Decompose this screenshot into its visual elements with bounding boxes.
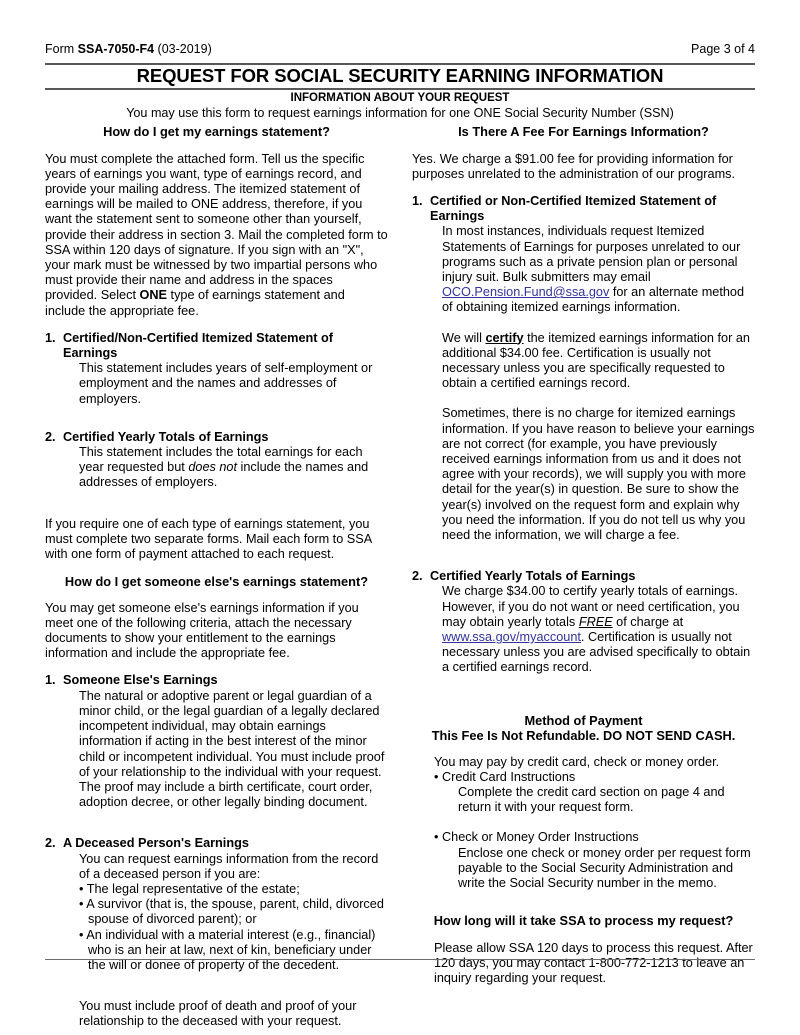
- left-para1-part-a: You must complete the attached form. Tell us the specific years of earnings you want, type of earnings record, and provide your mailing address. The itemized statement of earnings will be mailed to ONE address, therefore, if you want the statement sent to someone other than yourself, provide their address in section 3. Mail the completed form to SSA within 120 days of signature. If you sign with an "X", your mark must be witnessed by two impartial persons who must provide their name and address in the spaces provided. Select: [45, 151, 388, 303]
- left-item2-number: 2.: [45, 429, 56, 444]
- right-paragraph-fee: Yes. We charge a $91.00 fee for providing information for purposes unrelated to the administration of our programs.: [412, 151, 736, 181]
- page-number: Page 3 of 4: [691, 42, 755, 56]
- left-item4-bullet-1: The legal representative of the estate;: [86, 881, 300, 896]
- bullet-glyph-icon: •: [434, 769, 439, 784]
- left-heading-someone-else: How do I get someone else's earnings statement?: [64, 574, 369, 590]
- right-item2-body-c: . Certification is usually not necessary unless you are advised specifically to obtain a certified earnings record.: [442, 629, 751, 675]
- right-item1-certify-emphasis: certify: [485, 330, 524, 345]
- left-list-item-3: [45, 673, 388, 810]
- right-item2-body-a: We charge $34.00 to certify yearly totals of earnings. However, if you do not want or need certification, you may obtain yearly totals: [442, 584, 740, 629]
- left-list-item-4: [45, 836, 388, 973]
- form-number: SSA-7050-F4: [77, 42, 155, 56]
- payment-sub-check: Enclose one check or money order per request form payable to the Social Security Administration and write the Social Security number in the memo.: [458, 845, 751, 891]
- right-column: [412, 124, 755, 1030]
- list-item: [79, 897, 388, 927]
- left-paragraph-proof-of-death: You must include proof of death and proof of your relationship to the deceased with your request.: [79, 999, 357, 1029]
- left-para1-emphasis-one: ONE: [139, 288, 168, 303]
- payment-lead-text: You may pay by credit card, check or money order.: [434, 754, 720, 769]
- left-item1-title-text: Certified/Non-Certified Itemized Statement of Earnings: [63, 330, 333, 360]
- list-item: [79, 928, 388, 974]
- payment-sub-credit-card: Complete the credit card section on page 4 and return it with your request form.: [458, 785, 725, 815]
- right-item1-p2-b: the itemized earnings information for an additional $34.00 fee. Certification is usually not necessary unless you are specifically requested to obtain a certified earnings record.: [442, 330, 750, 391]
- left-item4-title: [45, 836, 388, 851]
- bullet-glyph-icon: •: [79, 927, 84, 942]
- left-item2-title: [45, 430, 388, 445]
- list-item: [79, 882, 388, 897]
- page-header: [45, 42, 755, 57]
- payment-heading-line1: Method of Payment: [524, 712, 643, 728]
- right-item1-body: [412, 224, 755, 315]
- left-item3-title: [45, 673, 388, 688]
- right-item2-body: [412, 584, 755, 675]
- payment-instructions: [412, 755, 755, 892]
- left-item3-number: 1.: [45, 673, 56, 688]
- left-item1-body: This statement includes years of self-employment or employment and the names and addresses of employers.: [79, 361, 373, 406]
- left-item2-body-italic: does not: [188, 460, 238, 475]
- form-prefix: Form: [45, 42, 78, 56]
- left-item2-body-b: include the names and addresses of employers.: [79, 460, 369, 490]
- right-item1-number: 1.: [412, 193, 423, 208]
- left-item2-title-text: Certified Yearly Totals of Earnings: [63, 429, 269, 444]
- right-item2-title-text: Certified Yearly Totals of Earnings: [430, 569, 636, 584]
- left-heading-earnings-statement: How do I get my earnings statement?: [103, 124, 330, 139]
- right-item2-body-b: of charge at: [612, 614, 684, 629]
- payment-bullet-credit-card: [434, 770, 755, 785]
- payment-bullet-check: [434, 830, 755, 845]
- bullet-glyph-icon: •: [79, 897, 84, 912]
- left-item4-number: 2.: [45, 836, 56, 851]
- payment-bullet-2-label: Check or Money Order Instructions: [441, 830, 639, 845]
- left-item4-bullet-2: A survivor (that is, the spouse, parent, child, divorced spouse of divorced parent); or: [86, 897, 384, 927]
- left-item1-number: 1.: [45, 330, 56, 345]
- right-item1-no-charge-paragraph: Sometimes, there is no charge for itemized earnings information. If you have reason to believe your earnings are not correct (for example, you have previously received earnings information from us and it does not agree with your records), we will supply you with more detail for the year(s) in question. Be sure to show the year(s) involved on the request form and explain why you need the information. If you do not tell us why you need the information, we will charge a fee.: [442, 406, 755, 542]
- left-list-item-1: [45, 331, 388, 407]
- two-column-body: [45, 124, 755, 1030]
- left-item2-body: [45, 445, 388, 491]
- right-item2-free-emphasis: FREE: [578, 614, 613, 629]
- left-paragraph-two-forms: If you require one of each type of earnings statement, you must complete two separate forms. Mail each form to SSA with one form of payment attached to each request.: [45, 516, 372, 561]
- right-heading-processing-time: How long will it take SSA to process my request?: [433, 913, 734, 929]
- page-title: REQUEST FOR SOCIAL SECURITY EARNING INFORMATION: [136, 65, 664, 86]
- right-list-item-1: [412, 194, 755, 543]
- right-list-item-2: [412, 569, 755, 675]
- left-item3-title-text: Someone Else's Earnings: [63, 673, 218, 688]
- right-paragraph-processing-time: Please allow SSA 120 days to process this request. After 120 days, you may contact 1-800-772-1213 to leave an inquiry regarding your request.: [434, 940, 753, 986]
- left-paragraph-criteria: You may get someone else's earnings information if you meet one of the following criteria, attach the necessary documents to show your entitlement to the earnings information and include the appropriate fee.: [45, 600, 359, 661]
- email-link-oco-pension-fund[interactable]: OCO.Pension.Fund@ssa.gov: [442, 285, 610, 300]
- right-item2-number: 2.: [412, 569, 423, 584]
- right-item2-title: [412, 569, 755, 584]
- form-revision: (03-2019): [154, 42, 212, 56]
- website-link-my-account[interactable]: www.ssa.gov/myaccount: [442, 629, 581, 644]
- footer-rule: [45, 959, 755, 960]
- right-item1-body-a: In most instances, individuals request Itemized Statements of Earnings for purposes unrelated to our programs such as a private pension plan or personal injury suit. Bulk submitters may email: [442, 224, 741, 284]
- left-list-item-2: [45, 430, 388, 491]
- bullet-glyph-icon: •: [434, 830, 439, 845]
- section-lead-text: You may use this form to request earnings information for one ONE Social Security Number (SSN): [126, 106, 674, 120]
- right-item1-title-text: Certified or Non-Certified Itemized Statement of Earnings: [430, 193, 717, 224]
- left-paragraph-how-to-get: [45, 152, 388, 319]
- left-item4-body: You can request earnings information from the record of a deceased person if you are:: [79, 851, 379, 881]
- right-item1-certify-paragraph: [412, 331, 755, 392]
- right-item1-body-b: for an alternate method of obtaining itemized earnings information.: [442, 285, 745, 315]
- left-item2-body-a: This statement includes the total earnings for each year requested but: [79, 444, 363, 475]
- form-identifier: [45, 42, 212, 57]
- left-column: [45, 124, 388, 1030]
- left-item4-title-text: A Deceased Person's Earnings: [63, 836, 249, 851]
- left-para1-part-b: type of earnings statement and include the appropriate fee.: [45, 288, 345, 318]
- left-item3-body: The natural or adoptive parent or legal guardian of a minor child, or the legal guardian of a legally declared incompetent individual, may obtain earnings information if acting in the best interest of the minor child or incompetent individual. You must include proof of your relationship to the individual with your request. The proof may include a birth certificate, court order, adoption decree, or other legally binding document.: [79, 688, 385, 810]
- payment-heading-line2: This Fee Is Not Refundable. DO NOT SEND CASH.: [431, 728, 736, 744]
- right-item1-title: [412, 194, 755, 224]
- left-item1-title: [45, 331, 388, 361]
- bullet-glyph-icon: •: [79, 881, 84, 896]
- section-subheading: INFORMATION ABOUT YOUR REQUEST: [290, 92, 510, 104]
- payment-heading: [412, 713, 755, 744]
- left-item4-bullet-3: An individual with a material interest (e.g., financial) who is an heir at law, next of kin, beneficiary under the will or donee of property of the decedent.: [86, 927, 376, 972]
- right-item1-p2-a: We will: [442, 330, 486, 345]
- right-heading-fee: Is There A Fee For Earnings Information?: [458, 124, 709, 139]
- payment-bullet-1-label: Credit Card Instructions: [441, 769, 576, 784]
- header-rule-bottom: [45, 88, 755, 90]
